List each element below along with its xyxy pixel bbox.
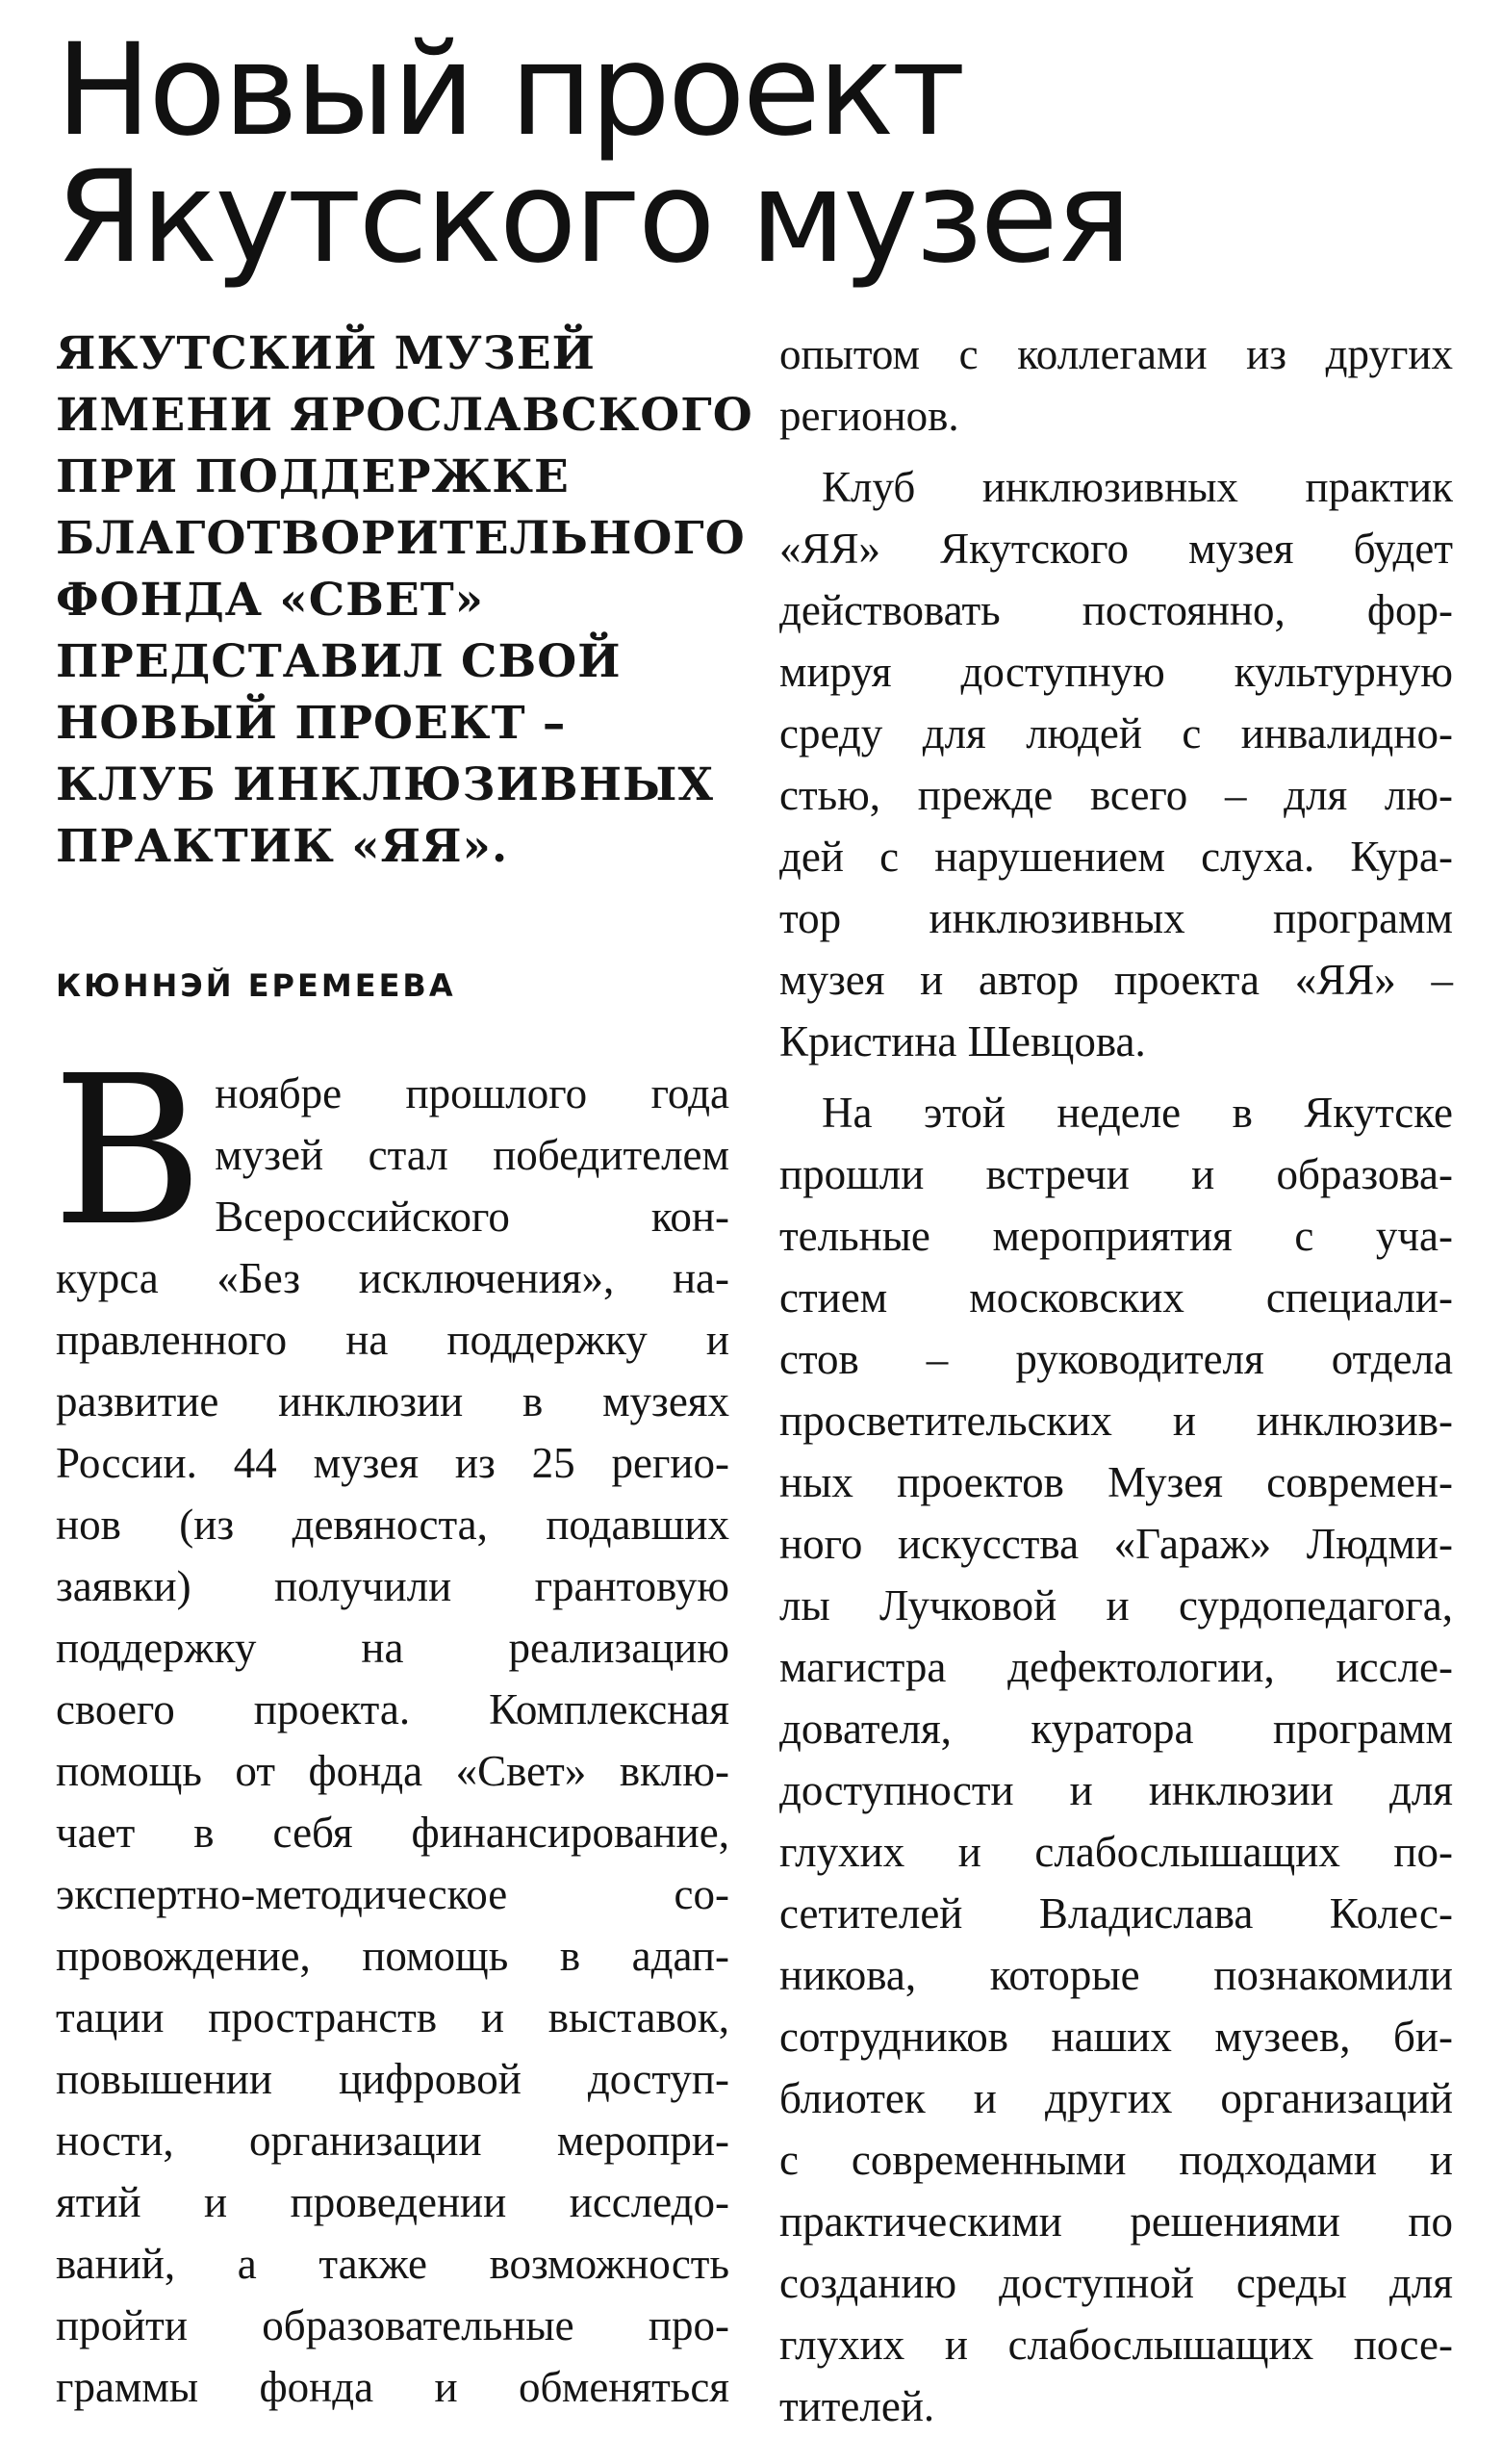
body-paragraph-1 (52, 1032, 729, 2418)
body-line: своего проекта. Комплексная (56, 1685, 729, 1733)
body-line: глухих и слабослышащих посе- (779, 2321, 1453, 2369)
body-line: ваний, а также возможность (56, 2240, 729, 2288)
body-line: заявки) получили грантовую (56, 1562, 729, 1610)
body-line: ятий и проведении исследо- (56, 2178, 729, 2226)
body-line: действовать постоянно, фор- (779, 586, 1453, 634)
body-line: тации пространств и выставок, (56, 1993, 729, 2041)
lead-line: КЛУБ ИНКЛЮЗИВНЫХ (56, 758, 714, 811)
body-line: На этой неделе в Якутске (822, 1089, 1453, 1137)
body-line: Клуб инклюзивных практик (822, 463, 1453, 511)
lead-line: НОВЫЙ ПРОЕКТ – (56, 697, 567, 750)
drop-cap: В (52, 1032, 204, 1271)
body-line: развитие инклюзии в музеях (56, 1377, 729, 1425)
body-line: тителей. (779, 2382, 935, 2430)
body-line: стием московских специали- (779, 1273, 1453, 1322)
body-line: доступности и инклюзии для (779, 1766, 1453, 1814)
body-line: тельные мероприятия с уча- (779, 1212, 1453, 1260)
lead-line: ЯКУТСКИЙ МУЗЕЙ (56, 327, 596, 380)
body-line: поддержку на реализацию (56, 1624, 729, 1672)
body-line: регионов. (779, 392, 959, 440)
body-line: нов (из девяноста, подавших (56, 1501, 729, 1549)
body-line: чает в себя финансирование, (56, 1809, 729, 1857)
body-line: созданию доступной среды для (779, 2259, 1453, 2307)
body-line: граммы фонда и обменяться (56, 2363, 729, 2411)
body-line: сотрудников наших музеев, би- (779, 2013, 1453, 2061)
body-line: ноябре прошлого года (215, 1069, 729, 1117)
lead-line: ФОНДА «СВЕТ» (56, 574, 485, 627)
lead-line: БЛАГОТВОРИТЕЛЬНОГО (56, 512, 746, 565)
right-column (779, 323, 1453, 2437)
body-line: дей с нарушением слуха. Кура- (779, 833, 1453, 881)
body-line: магистра дефектологии, иссле- (779, 1643, 1453, 1691)
body-line: с современными подходами и (779, 2136, 1453, 2184)
lead-line: ПРИ ПОДДЕРЖКЕ (56, 450, 570, 503)
body-line: провождение, помощь в адап- (56, 1932, 729, 1980)
left-column (52, 323, 753, 2418)
author-byline: КЮННЭЙ ЕРЕМЕЕВА (56, 967, 456, 1004)
article-headline (56, 16, 1461, 292)
body-line: «ЯЯ» Якутского музея будет (779, 525, 1453, 573)
body-line: музея и автор проекта «ЯЯ» – (779, 956, 1453, 1004)
body-line: повышении цифровой доступ- (56, 2055, 729, 2103)
body-line: просветительских и инклюзив- (779, 1397, 1453, 1445)
headline-line: Якутского музея (56, 143, 1130, 292)
headline-line: Новый проект (56, 16, 963, 165)
body-line: среду для людей с инвалидно- (779, 709, 1453, 757)
body-line: пройти образовательные про- (56, 2301, 729, 2349)
paragraph-gap (779, 1072, 1453, 1082)
body-line: дователя, куратора программ (779, 1705, 1453, 1753)
body-line: мируя доступную культурную (779, 648, 1453, 696)
body-line: лы Лучковой и сурдопедагога, (779, 1581, 1453, 1630)
body-line: России. 44 музея из 25 регио- (56, 1439, 729, 1487)
body-line: прошли встречи и образова- (779, 1150, 1453, 1198)
body-line: практическими решениями по (779, 2197, 1453, 2246)
body-line: никова, которые познакомили (779, 1951, 1453, 1999)
body-line: тор инклюзивных программ (779, 894, 1453, 942)
lead-line: ПРАКТИК «ЯЯ». (56, 820, 509, 873)
body-line: правленного на поддержку и (56, 1316, 729, 1364)
body-line: ного искусства «Гараж» Людми- (779, 1520, 1453, 1568)
body-line: ности, организации меропри- (56, 2117, 729, 2165)
body-line: стов – руководителя отдела (779, 1335, 1453, 1383)
body-line: Кристина Шевцова. (779, 1017, 1146, 1065)
body-line: стью, прежде всего – для лю- (779, 771, 1453, 819)
body-line: блиотек и других организаций (779, 2074, 1453, 2122)
body-line: ных проектов Музея современ- (779, 1458, 1453, 1506)
lead-paragraph (56, 323, 753, 878)
paragraph-gap (779, 447, 1453, 456)
body-paragraph-3 (779, 1082, 1453, 2437)
body-line: помощь от фонда «Свет» вклю- (56, 1747, 729, 1795)
body-paragraph-2 (779, 456, 1453, 1072)
lead-line: ИМЕНИ ЯРОСЛАВСКОГО (56, 389, 753, 442)
body-line: глухих и слабослышащих по- (779, 1828, 1453, 1876)
body-line: Всероссийского кон- (215, 1193, 729, 1241)
body-line: экспертно-методическое со- (56, 1870, 729, 1918)
lead-line: ПРЕДСТАВИЛ СВОЙ (56, 635, 622, 688)
body-paragraph-1-continued (779, 323, 1453, 447)
body-line: музей стал победителем (215, 1131, 729, 1179)
body-line: курса «Без исключения», на- (56, 1254, 729, 1302)
body-line: опытом с коллегами из других (779, 330, 1453, 378)
body-line: сетителей Владислава Колес- (779, 1889, 1453, 1938)
